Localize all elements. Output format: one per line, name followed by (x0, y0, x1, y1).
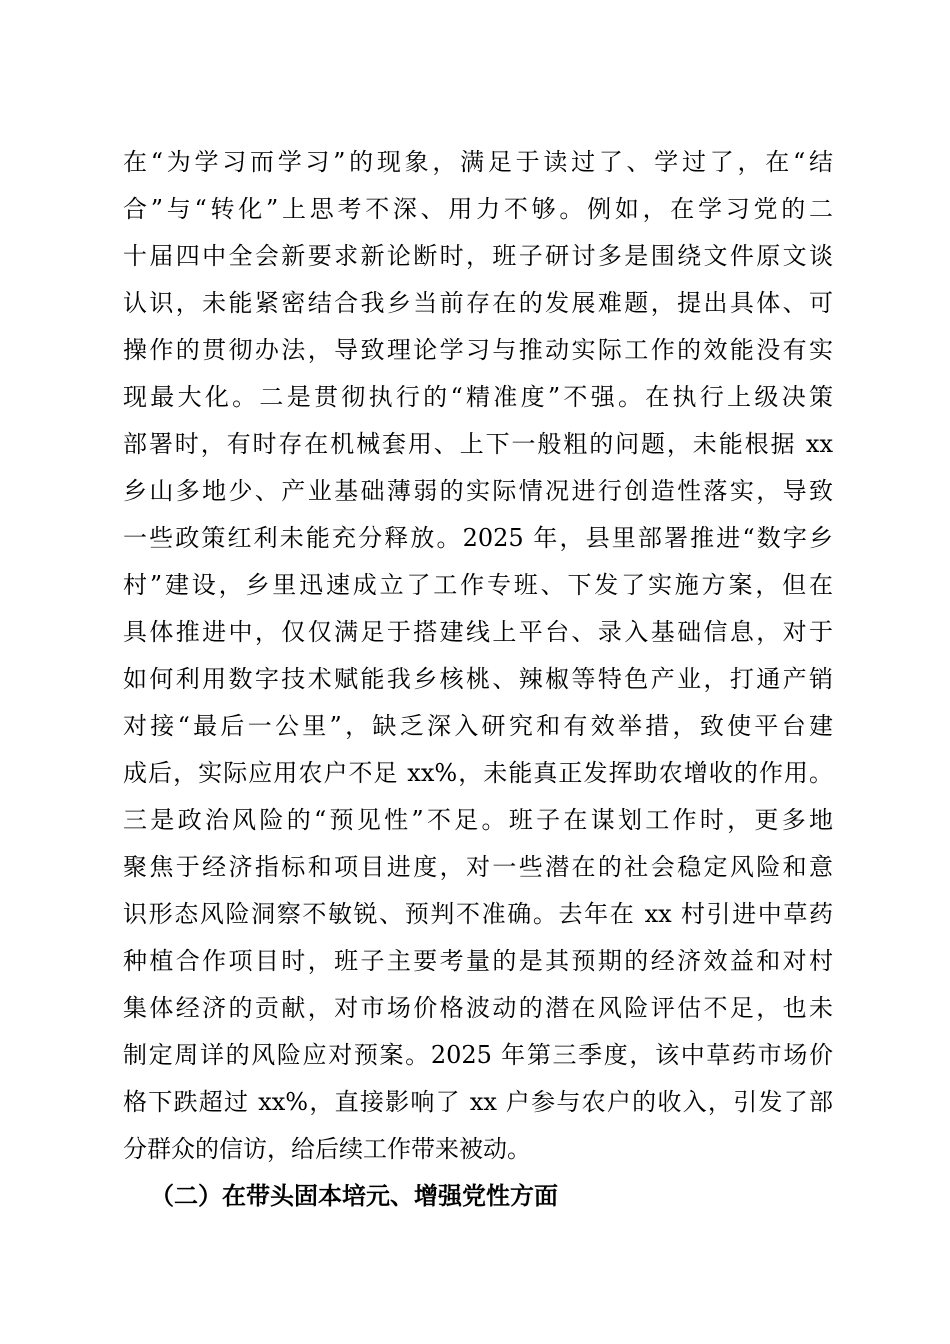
body-text-line: 格下跌超过 xx%，直接影响了 xx 户参与农户的收入，引发了部 (123, 1088, 833, 1116)
body-text-line: 十届四中全会新要求新论断时，班子研讨多是围绕文件原文谈 (123, 242, 833, 270)
body-text-line: 分群众的信访，给后续工作带来被动。 (123, 1135, 531, 1163)
body-text-line: 制定周详的风险应对预案。2025 年第三季度，该中草药市场价 (123, 1041, 833, 1069)
body-text-line: 对接“最后一公里”，缺乏深入研究和有效举措，致使平台建 (123, 712, 833, 740)
body-text-line: 一些政策红利未能充分释放。2025 年，县里部署推进“数字乡 (123, 524, 833, 552)
body-text-line: 合”与“转化”上思考不深、用力不够。例如，在学习党的二 (123, 195, 833, 223)
body-text-line: 聚焦于经济指标和项目进度，对一些潜在的社会稳定风险和意 (123, 853, 833, 881)
body-text-line: 集体经济的贡献，对市场价格波动的潜在风险评估不足，也未 (123, 994, 833, 1022)
body-text-line: 乡山多地少、产业基础薄弱的实际情况进行创造性落实，导致 (123, 477, 833, 505)
body-text-line: 识形态风险洞察不敏锐、预判不准确。去年在 xx 村引进中草药 (123, 900, 833, 928)
body-text-line: 部署时，有时存在机械套用、上下一般粗的问题，未能根据 xx (123, 430, 833, 458)
body-text-line: 村”建设，乡里迅速成立了工作专班、下发了实施方案，但在 (123, 571, 833, 599)
section-heading: （二）在带头固本培元、增强党性方面 (150, 1182, 558, 1210)
body-text-line: 成后，实际应用农户不足 xx%，未能真正发挥助农增收的作用。 (123, 759, 833, 787)
body-text-line: 三是政治风险的“预见性”不足。班子在谋划工作时，更多地 (123, 806, 833, 834)
body-text-line: 如何利用数字技术赋能我乡核桃、辣椒等特色产业，打通产销 (123, 665, 833, 693)
body-text-line: 现最大化。二是贯彻执行的“精准度”不强。在执行上级决策 (123, 383, 833, 411)
body-text-line: 在“为学习而学习”的现象，满足于读过了、学过了，在“结 (123, 148, 833, 176)
body-text-line: 认识，未能紧密结合我乡当前存在的发展难题，提出具体、可 (123, 289, 833, 317)
body-text-line: 操作的贯彻办法，导致理论学习与推动实际工作的效能没有实 (123, 336, 833, 364)
body-text-line: 种植合作项目时，班子主要考量的是其预期的经济效益和对村 (123, 947, 833, 975)
body-text-line: 具体推进中，仅仅满足于搭建线上平台、录入基础信息，对于 (123, 618, 833, 646)
